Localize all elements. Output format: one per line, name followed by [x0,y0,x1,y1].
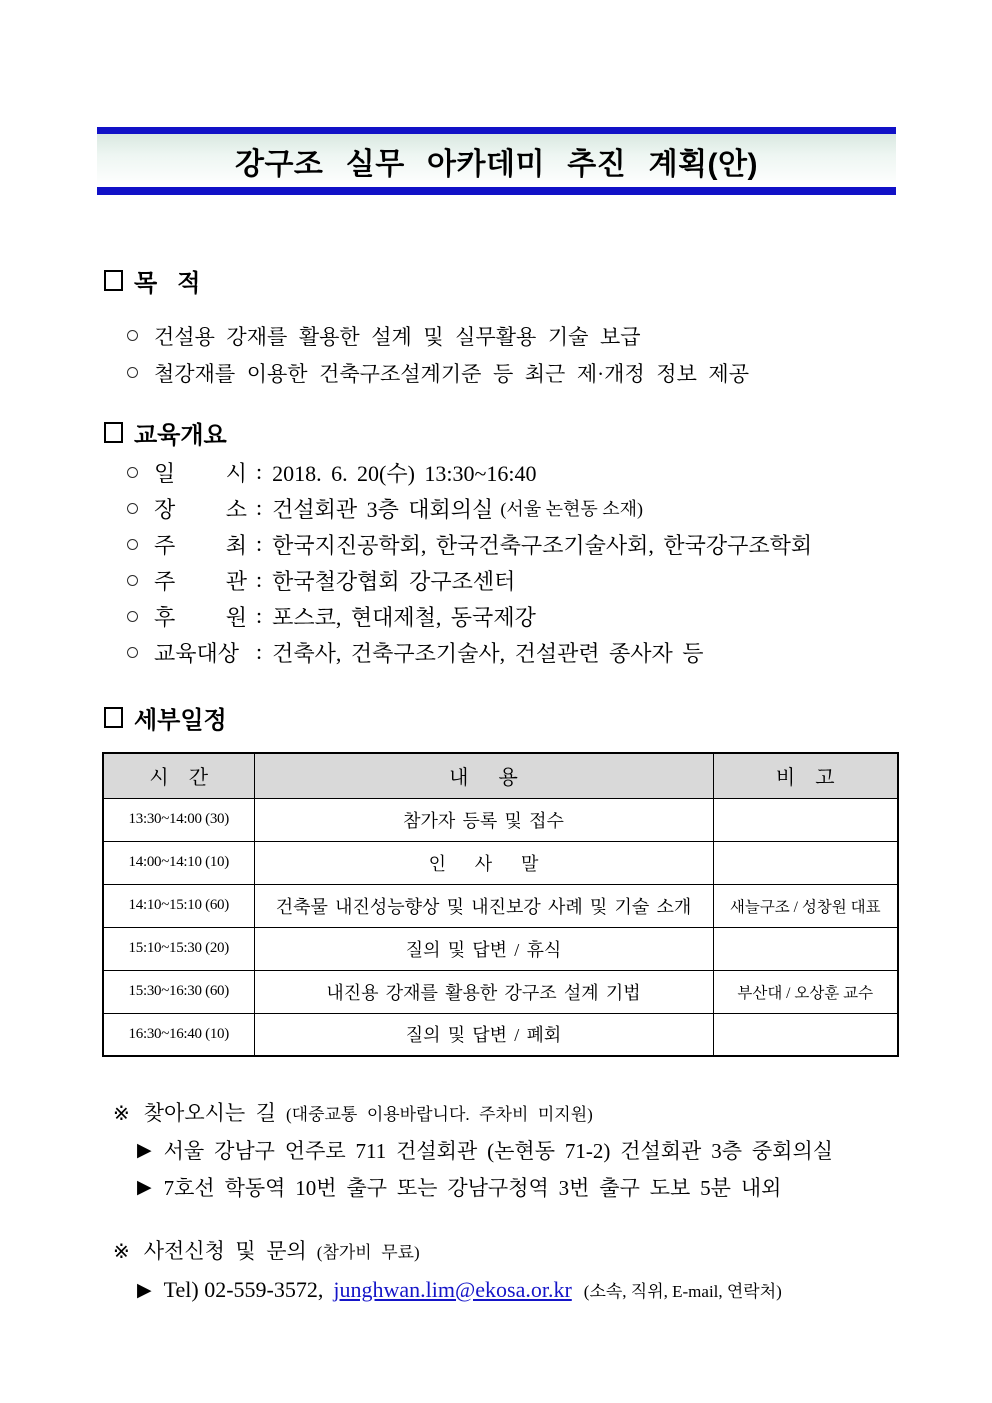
table-row [103,798,898,841]
title-banner [97,127,896,195]
section-box-icon [104,270,123,291]
directions-item-list [137,1131,833,1205]
overview-item-list [127,454,812,670]
registration-heading-label: 사전신청 및 문의 [143,1239,307,1263]
arrow-bullet-icon: ▶ [137,1278,152,1301]
cell-note: 부산대 / 오상훈 교수 [713,970,898,1013]
cell-content: 참가자 등록 및 접수 [254,798,713,841]
arrow-bullet-icon: ▶ [137,1138,152,1161]
circle-bullet-icon [127,503,138,514]
schedule-section-heading [104,700,227,735]
cell-content: 건축물 내진성능향상 및 내진보강 사례 및 기술 소개 [254,884,713,927]
table-header-row [103,753,898,798]
cell-note [713,841,898,884]
registration-heading-note: (참가비 무료) [316,1243,420,1262]
table-row [103,927,898,970]
overview-item-label: 후 원 [154,604,247,630]
overview-item-datetime [127,454,812,490]
cell-time: 14:10~15:10 (60) [103,884,254,927]
directions-heading-label: 찾아오시는 길 [143,1101,276,1125]
overview-item-organizer [127,562,812,598]
contact-row [137,1271,782,1308]
purpose-item-text: 철강재를 이용한 건축구조설계기준 등 최근 제·개정 정보 제공 [154,361,749,386]
overview-item-host [127,526,812,562]
purpose-section-heading [104,263,200,298]
overview-item-value: 2018. 6. 20(수) 13:30~16:40 [272,460,537,486]
cell-time: 13:30~14:00 (30) [103,798,254,841]
overview-item-label: 주 관 [154,568,247,594]
directions-item-text: 서울 강남구 언주로 711 건설회관 (논현동 71-2) 건설회관 3층 중회의실 [163,1138,834,1163]
overview-item-label: 장 소 [154,496,247,522]
overview-item-value: 한국지진공학회, 한국건축구조기술사회, 한국강구조학회 [272,532,813,558]
cell-note [713,1013,898,1056]
cell-time: 15:10~15:30 (20) [103,927,254,970]
cell-note [713,798,898,841]
overview-item-label: 일 시 [154,460,247,486]
cell-note [713,927,898,970]
contact-tel: Tel) 02-559-3572, [163,1276,324,1302]
purpose-item-text: 건설용 강재를 활용한 설계 및 실무활용 기술 보급 [154,324,641,349]
contact-suffix: (소속, 직위, E-mail, 연락처) [583,1282,782,1301]
directions-item [137,1168,833,1205]
colon-separator: : [256,495,263,520]
overview-item-value: 건설회관 3층 대회의실 [272,496,494,522]
column-header-note: 비 고 [713,753,898,798]
circle-bullet-icon [127,647,138,658]
registration-heading [113,1235,420,1265]
purpose-item [127,354,749,391]
circle-bullet-icon [127,539,138,550]
contact-email-link[interactable]: junghwan.lim@ekosa.or.kr [333,1276,572,1302]
reference-mark-icon: ※ [113,1103,130,1125]
cell-content: 질의 및 답변 / 폐회 [254,1013,713,1056]
directions-item [137,1131,833,1168]
colon-separator: : [256,531,263,556]
circle-bullet-icon [127,611,138,622]
overview-item-label: 주 최 [154,532,247,558]
circle-bullet-icon [127,367,138,378]
directions-heading [113,1097,593,1127]
colon-separator: : [256,459,263,484]
cell-content: 인 사 말 [254,841,713,884]
circle-bullet-icon [127,330,138,341]
purpose-heading-label: 목 적 [134,270,201,297]
table-row [103,1013,898,1056]
cell-content: 질의 및 답변 / 휴식 [254,927,713,970]
column-header-time: 시 간 [103,753,254,798]
overview-heading-label: 교육개요 [134,422,227,449]
table-row [103,970,898,1013]
colon-separator: : [256,639,263,664]
directions-item-text: 7호선 학동역 10번 출구 또는 강남구청역 3번 출구 도보 5분 내외 [163,1175,782,1200]
purpose-item [127,317,749,354]
cell-time: 16:30~16:40 (10) [103,1013,254,1056]
table-row [103,841,898,884]
table-row [103,884,898,927]
schedule-table [102,752,899,1057]
page-title: 강구조 실무 아카데미 추진 계획(안) [234,147,759,181]
cell-content: 내진용 강재를 활용한 강구조 설계 기법 [254,970,713,1013]
colon-separator: : [256,603,263,628]
section-box-icon [104,422,123,443]
colon-separator: : [256,567,263,592]
overview-item-note: (서울 논현동 소재) [500,499,644,519]
overview-section-heading [104,415,227,450]
cell-note: 새늘구조 / 성창원 대표 [713,884,898,927]
circle-bullet-icon [127,575,138,586]
circle-bullet-icon [127,467,138,478]
cell-time: 15:30~16:30 (60) [103,970,254,1013]
arrow-bullet-icon: ▶ [137,1175,152,1198]
column-header-content: 내 용 [254,753,713,798]
overview-item-venue [127,490,812,526]
overview-item-value: 한국철강협회 강구조센터 [272,568,516,594]
directions-heading-note: (대중교통 이용바랍니다. 주차비 미지원) [285,1105,593,1124]
overview-item-value: 포스코, 현대제철, 동국제강 [272,604,536,630]
cell-time: 14:00~14:10 (10) [103,841,254,884]
overview-item-sponsor [127,598,812,634]
purpose-item-list [127,317,749,391]
reference-mark-icon: ※ [113,1241,130,1263]
overview-item-audience [127,634,812,670]
overview-item-label: 교육대상 [154,640,240,666]
schedule-heading-label: 세부일정 [134,707,227,734]
overview-item-value: 건축사, 건축구조기술사, 건설관련 종사자 등 [272,640,704,666]
section-box-icon [104,707,123,728]
